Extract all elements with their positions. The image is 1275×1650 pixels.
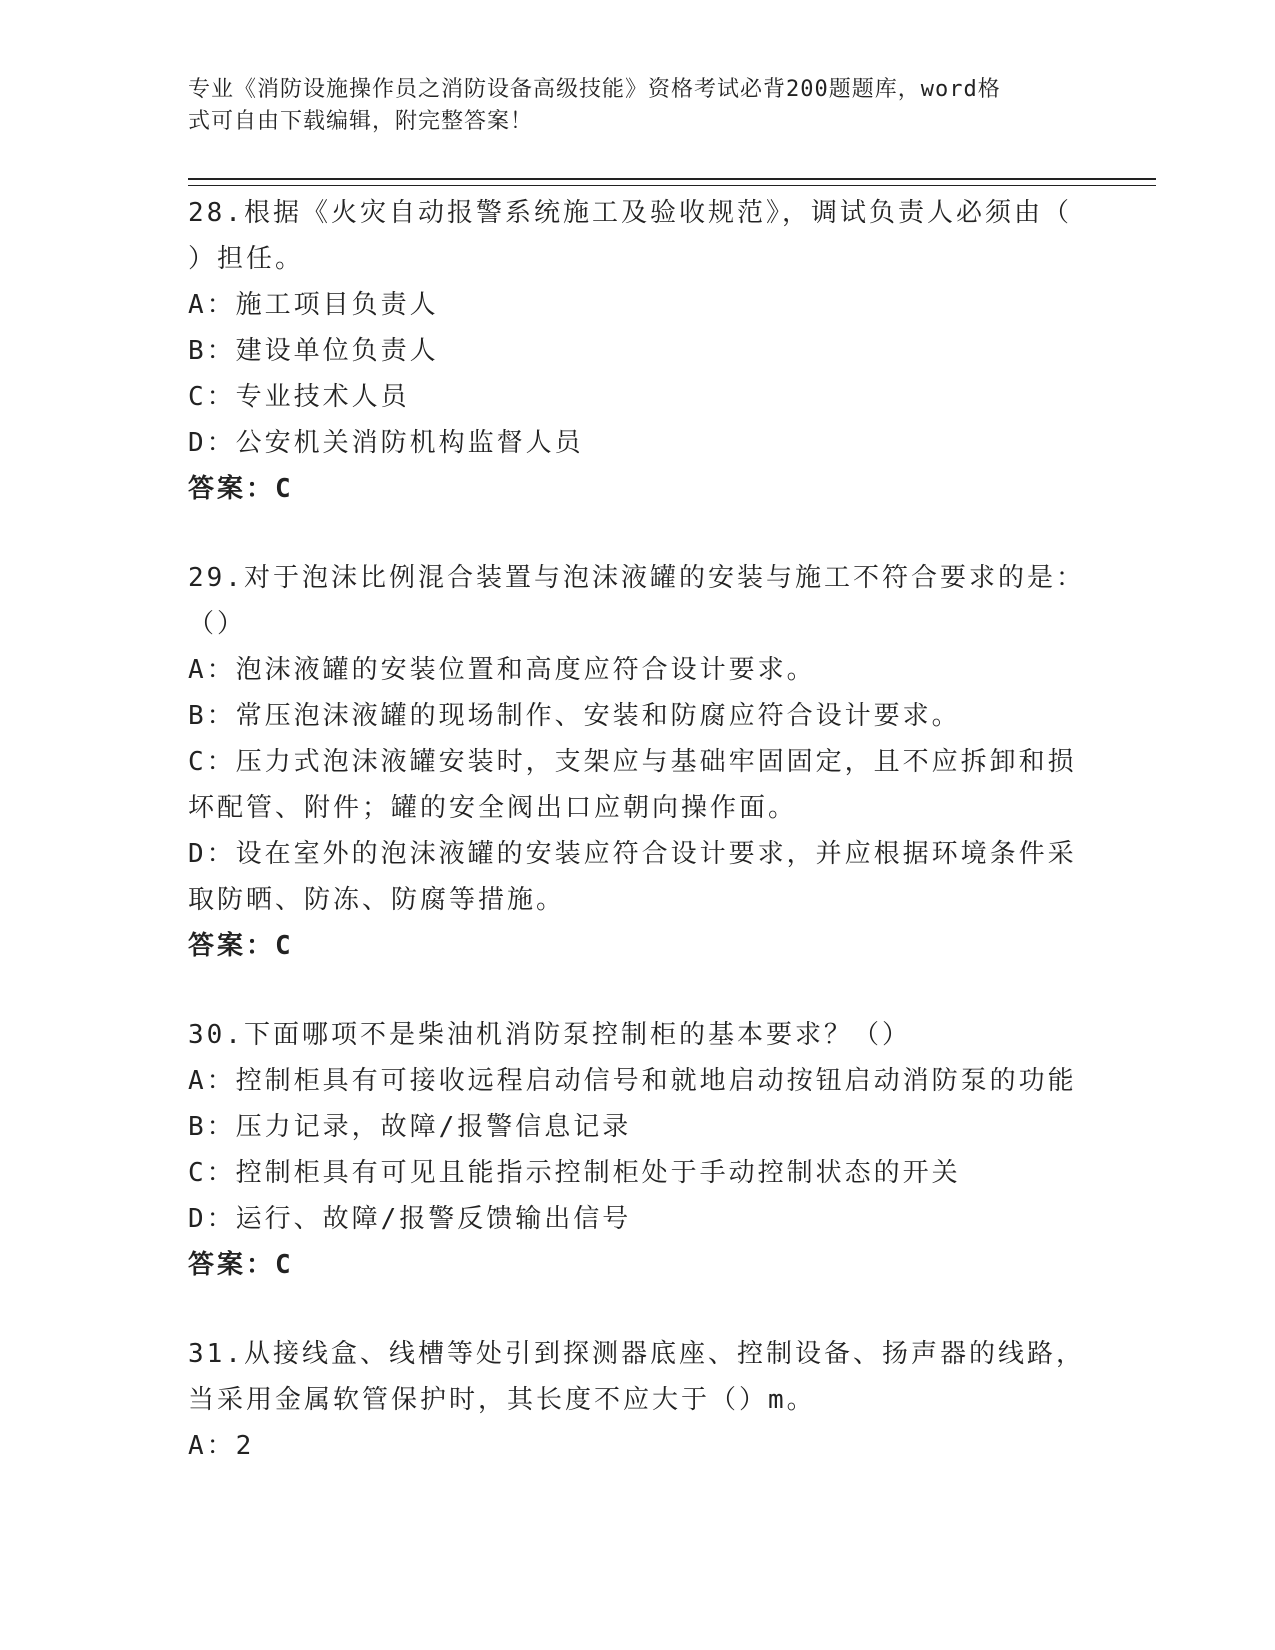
question-text-line: ）担任。 xyxy=(188,244,305,274)
question-text-line: 当采用金属软管保护时，其长度不应大于（）m。 xyxy=(188,1385,816,1415)
option-c: C：控制柜具有可见且能指示控制柜处于手动控制状态的开关 xyxy=(188,1158,961,1188)
option-b: B：建设单位负责人 xyxy=(188,336,439,366)
question-text-line: 30.下面哪项不是柴油机消防泵控制柜的基本要求？（） xyxy=(188,1020,911,1050)
answer: 答案：C xyxy=(188,931,294,961)
answer: 答案：C xyxy=(188,474,294,504)
option-b: B：压力记录，故障/报警信息记录 xyxy=(188,1112,632,1142)
option-c: C：专业技术人员 xyxy=(188,382,410,412)
option-c: C：压力式泡沫液罐安装时，支架应与基础牢固固定，且不应拆卸和损 xyxy=(188,747,1077,777)
question-30 xyxy=(188,1012,1088,1288)
option-d-continued: 取防晒、防冻、防腐等措施。 xyxy=(188,885,566,915)
question-31 xyxy=(188,1331,1088,1469)
option-d: D：运行、故障/报警反馈输出信号 xyxy=(188,1204,632,1234)
question-29 xyxy=(188,555,1088,969)
option-b: B：常压泡沫液罐的现场制作、安装和防腐应符合设计要求。 xyxy=(188,701,961,731)
question-text-line: （） xyxy=(188,609,247,639)
header-divider xyxy=(188,178,1156,180)
option-a: A：2 xyxy=(188,1431,255,1461)
header-line-2: 式可自由下载编辑，附完整答案！ xyxy=(188,109,534,134)
option-d: D：设在室外的泡沫液罐的安装应符合设计要求，并应根据环境条件采 xyxy=(188,839,1077,869)
document-header xyxy=(188,74,1068,138)
question-text-line: 31.从接线盒、线槽等处引到探测器底座、控制设备、扬声器的线路， xyxy=(188,1339,1085,1369)
option-d: D：公安机关消防机构监督人员 xyxy=(188,428,584,458)
answer: 答案：C xyxy=(188,1250,294,1280)
question-text-line: 28.根据《火灾自动报警系统施工及验收规范》，调试负责人必须由（ xyxy=(188,198,1072,228)
option-a: A：施工项目负责人 xyxy=(188,290,439,320)
header-divider-thin xyxy=(188,185,1156,186)
question-text-line: 29.对于泡沫比例混合装置与泡沫液罐的安装与施工不符合要求的是： xyxy=(188,563,1085,593)
option-c-continued: 坏配管、附件；罐的安全阀出口应朝向操作面。 xyxy=(188,793,798,823)
question-list xyxy=(188,190,1088,1512)
option-a: A：控制柜具有可接收远程启动信号和就地启动按钮启动消防泵的功能 xyxy=(188,1066,1077,1096)
header-line-1: 专业《消防设施操作员之消防设备高级技能》资格考试必背200题题库，word格 xyxy=(188,77,1001,102)
option-a: A：泡沫液罐的安装位置和高度应符合设计要求。 xyxy=(188,655,816,685)
question-28 xyxy=(188,190,1088,512)
